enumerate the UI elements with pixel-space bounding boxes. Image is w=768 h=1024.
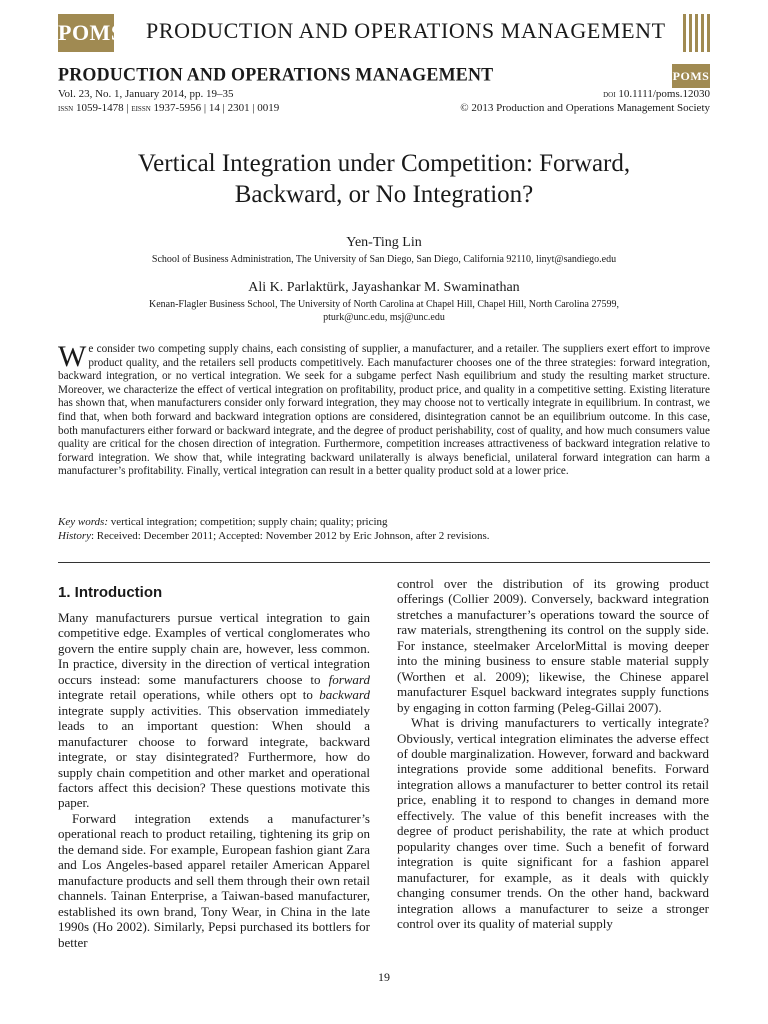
emphasis: forward [328, 671, 370, 687]
paragraph: control over the distribution of its growing product offerings (Collier 2009). Conversely, backward integration stretches a manufacturer’s operations toward the source of raw materials, strengthening its control on the supply side. For instance, steelmaker ArcelorMittal is moving deeper into the mining business to ensure stable material supply (Worthen et al. 2009); likewise, the Chinese apparel manufacturer Esquel backward integrates supply functions by engaging in cotton farming (Peleg-Gillai 2007). [397, 576, 709, 715]
doi-value: 10.1111/poms.12030 [615, 88, 710, 100]
affiliation-emails: pturk@unc.edu, msj@unc.edu [323, 312, 445, 323]
issn-line [58, 101, 279, 116]
abstract-text: e consider two competing supply chains, each consisting of supplier, a manufacturer, and a retailer. The suppliers exert effort to improve product quality, and the retailers sell products competitively. Each manufacturer chooses one of the three strategies: forward integration, backward integration, or no vertical integration. We seek for a subgame perfect Nash equilibrium and study the resulting market structure. Moreover, we characterize the effect of vertical integration on profitability, product price, and quality in a competitive setting. Existing literature has shown that, when manufacturers consider only forward integration, they may choose not to vertically integrate in equilibrium. In contrast, we find that, when both forward and backward integration options are considered, disintegration cannot be an equilibrium outcome. In this case, both manufacturers either forward or backward integrate, and the degree of product perishability, cost of quality, and how much consumers value quality are critical for the chosen direction of integration. Furthermore, competition increases attractiveness of backward integration relative to forward integration. We show that, while integrating backward unilaterally is always beneficial, unilateral forward integration can harm a manufacturer’s profitability. Finally, vertical integration can result in a better quality product sold at a lower price. [58, 343, 710, 478]
text-run: integrate retail operations, while others opt to [58, 687, 320, 703]
paragraph [58, 610, 370, 811]
eissn-value: 1937-5956 | 14 | 2301 | 0019 [150, 102, 280, 114]
history-value: : Received: December 2011; Accepted: November 2012 by Eric Johnson, after 2 revisions. [91, 530, 490, 542]
section-heading: 1. Introduction [58, 584, 163, 601]
author-name: Yen-Ting Lin [346, 235, 422, 250]
journal-name: PRODUCTION AND OPERATIONS MANAGEMENT [58, 63, 494, 85]
banner-journal-title: PRODUCTION AND OPERATIONS MANAGEMENT [146, 18, 666, 43]
poms-logo-badge: POMS [58, 14, 114, 52]
history-label: History [58, 530, 91, 542]
poms-small-logo: POMS [672, 64, 710, 88]
text-run: Many manufacturers pursue vertical integration to gain competitive edge. Examples of vertical conglomerates who govern the entire supply chain are, however, less common. In practice, diversity in the direction of vertical integration occurs instead: some manufacturers choose to [58, 610, 370, 687]
left-column [58, 576, 370, 950]
text-run: integrate supply activities. This observation immediately leads to an important question: When should a manufacturer choose to forward integrate, backward integrate, or stay disintegrated? Furthermore, how do supply chain competition and other market and operational factors affect this decision? These questions motivate this paper. [58, 702, 370, 811]
issn-label: issn [58, 103, 74, 114]
right-column [397, 576, 709, 931]
paragraph: What is driving manufacturers to vertically integrate? Obviously, vertical integration eliminates the adverse effect of double marginalization. However, forward and backward integrations provide some additional benefits. Forward integration allows a manufacturer to better control its retail price, enabling it to respond to changes in demand more effectively. The value of this benefit increases with the degree of product perishability, the rate at which product popularity changes over time. Such a benefit of forward integration is quite significant for a fashion apparel manufacturer, for example, as it deals with quickly changing consumer trends. On the other hand, backward integration allows a manufacturer to seize a stronger control over its quality of material supply [397, 715, 709, 931]
emphasis: backward [319, 687, 370, 703]
abstract [58, 340, 710, 479]
history [58, 529, 490, 543]
eissn-label: eissn [131, 103, 151, 114]
article-title [58, 148, 710, 210]
issn-value: 1059-1478 | [73, 102, 132, 114]
author-affiliation: School of Business Administration, The University of San Diego, San Diego, California 92110, linyt@sandiego.edu [151, 254, 617, 265]
title-line-1: Vertical Integration under Competition: Forward, [137, 150, 631, 177]
doi-label: doi [603, 89, 616, 100]
copyright-line: © 2013 Production and Operations Management Society [460, 102, 710, 114]
affiliation-line: Kenan-Flagler Business School, The University of North Carolina at Chapel Hill, Chapel Hill, North Carolina 27599, [148, 299, 619, 310]
title-line-2: Backward, or No Integration? [234, 181, 534, 208]
paragraph: Forward integration extends a manufacturer’s operational reach to product retailing, tightening its grip on the demand side. For example, European fashion giant Zara and Los Angeles-based apparel retailer American Apparel manufacture products and sell them through their own retail channels. Tainan Enterprise, a Taiwan-based manufacturer, established its own brand, Tony Wear, in China in the late 1990s (Ho 2002). Similarly, Pepsi purchased its bottlers for better [58, 810, 370, 950]
doi-line [603, 87, 710, 102]
author-affiliation [90, 298, 678, 324]
abstract-dropcap: W [58, 340, 87, 373]
keywords-value: vertical integration; competition; supply chain; quality; pricing [108, 516, 388, 528]
keywords [58, 515, 388, 529]
section-divider [58, 562, 710, 563]
decorative-bars [683, 14, 711, 52]
author-name: Ali K. Parlaktürk, Jayashankar M. Swaminathan [248, 280, 520, 295]
keywords-label: Key words: [58, 516, 109, 528]
page-number: 19 [378, 970, 390, 984]
volume-line: Vol. 23, No. 1, January 2014, pp. 19–35 [58, 88, 234, 100]
